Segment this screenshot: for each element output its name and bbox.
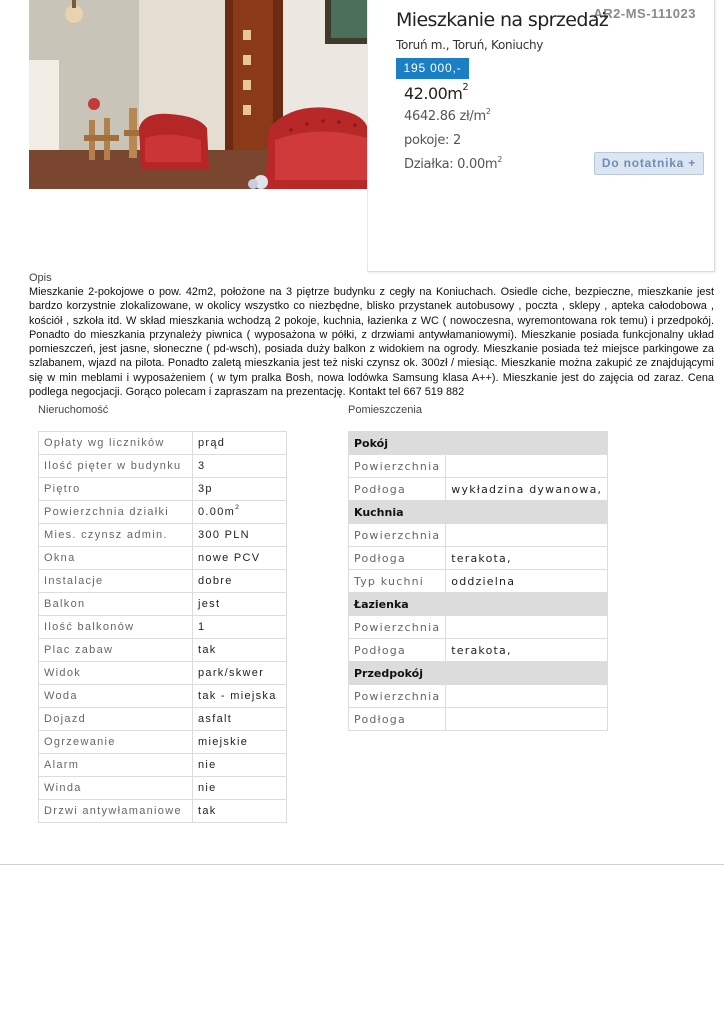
property-row — [39, 639, 287, 662]
room-detail-key: Typ kuchni — [349, 570, 446, 593]
room-detail-key: Powierzchnia — [349, 455, 446, 478]
property-key: Woda — [39, 685, 193, 708]
property-row — [39, 478, 287, 501]
room-detail-row — [349, 524, 608, 547]
property-value — [193, 547, 287, 570]
room-detail-key: Powierzchnia — [349, 685, 446, 708]
property-row — [39, 708, 287, 731]
room-header-row — [349, 432, 608, 455]
property-value-text: jest — [198, 598, 221, 610]
property-row — [39, 662, 287, 685]
property-value — [193, 708, 287, 731]
room-detail-value — [446, 524, 608, 547]
property-row — [39, 800, 287, 823]
property-value-text: park/skwer — [198, 667, 265, 679]
room-detail-key: Podłoga — [349, 547, 446, 570]
property-row — [39, 501, 287, 524]
property-row — [39, 432, 287, 455]
property-value — [193, 800, 287, 823]
property-row — [39, 455, 287, 478]
description-text: Mieszkanie 2-pokojowe o pow. 42m2, położone na 3 piętrze budynku z cegły na Koniuchach. Osiedle ciche, bezpieczne, mieszkanie jest bardzo korzystnie zlokalizowane, w okolicy wszystko co niezbędne, blisko przystanek autobusowy , poczta , sklepy , apteka całodobowa , kościół , szkoła itd. W skład mieszkania wchodzą 2 pokoje, kuchnia, łazienka z WC ( nowoczesna, wyremontowana rok temu) i przedpokój. Ponadto do mieszkania przynależy piwnica ( wyposażona w półki, z drzwiami antywłamaniowymi). Mieszkanie posiada funkcjonalny układ pomieszczeń, jest jasne, słoneczne ( pd-wsch), posiada duży balkon z widokiem na ogrody. Mieszkanie posiada też miejsce parkingowe za szlabanem, wjazd na pilota. Ponadto zaletą mieszkania jest też niski czynsz ok. 300zł / miesiąc. Mieszkanie można zakupić ze znajdującymi się w min meblami i wyposażeniem ( w tym pralka Bosh, nowa lodówka Samsung klasa A++). Mieszkanie jest do zajęcia od zaraz. Cena podlega negocjacji. Gorąco polecam i zapraszam na prezentację. Kontakt tel 667 519 882 — [29, 286, 714, 399]
property-value-text: 0.00m — [198, 506, 236, 518]
price-per-m2-value: 4642.86 zł/m — [404, 109, 486, 124]
property-key: Ilość balkonów — [39, 616, 193, 639]
plot-area — [404, 157, 502, 172]
property-value — [193, 685, 287, 708]
room-detail-value — [446, 455, 608, 478]
room-name: Łazienka — [349, 593, 608, 616]
room-detail-row — [349, 616, 608, 639]
property-row — [39, 685, 287, 708]
property-row — [39, 547, 287, 570]
interior-photo-illustration — [29, 0, 367, 189]
property-value-text: prąd — [198, 437, 226, 449]
property-value-text: tak - miejska — [198, 690, 277, 702]
property-value — [193, 731, 287, 754]
property-value-text: 300 PLN — [198, 529, 250, 541]
property-value-text: tak — [198, 644, 217, 656]
property-value — [193, 754, 287, 777]
room-detail-value: oddzielna — [446, 570, 608, 593]
area-unit-sup: 2 — [462, 82, 469, 93]
property-value-text: asfalt — [198, 713, 233, 725]
property-key: Opłaty wg liczników — [39, 432, 193, 455]
room-detail-key: Podłoga — [349, 708, 446, 731]
room-detail-row — [349, 708, 608, 731]
property-value-text: miejskie — [198, 736, 249, 748]
property-value-text: 3 — [198, 460, 206, 472]
room-detail-value — [446, 616, 608, 639]
listing-summary-panel — [367, 0, 715, 272]
room-detail-value: terakota, — [446, 547, 608, 570]
room-header-row — [349, 593, 608, 616]
listing-location: Toruń m., Toruń, Koniuchy — [396, 38, 544, 52]
room-detail-row — [349, 547, 608, 570]
room-name: Pokój — [349, 432, 608, 455]
property-value — [193, 777, 287, 800]
room-detail-row — [349, 639, 608, 662]
property-value-text: nowe PCV — [198, 552, 261, 564]
room-name: Kuchnia — [349, 501, 608, 524]
footer-divider — [0, 864, 724, 865]
property-key: Okna — [39, 547, 193, 570]
room-detail-value — [446, 685, 608, 708]
plot-area-sup: 2 — [497, 155, 503, 164]
property-key: Powierzchnia działki — [39, 501, 193, 524]
room-detail-value: wykładzina dywanowa, — [446, 478, 608, 501]
room-detail-key: Podłoga — [349, 478, 446, 501]
property-key: Dojazd — [39, 708, 193, 731]
listing-photo[interactable] — [29, 0, 367, 189]
property-row — [39, 616, 287, 639]
property-row — [39, 570, 287, 593]
rooms-count: pokoje: 2 — [404, 133, 461, 148]
property-value — [193, 570, 287, 593]
reference-number: AR2-MS-111023 — [593, 6, 696, 21]
room-name: Przedpokój — [349, 662, 608, 685]
property-section-label: Nieruchomość — [38, 404, 109, 416]
property-value-text: nie — [198, 782, 217, 794]
property-key: Winda — [39, 777, 193, 800]
room-detail-row — [349, 685, 608, 708]
listing-area — [404, 84, 468, 103]
property-key: Balkon — [39, 593, 193, 616]
add-to-notebook-button[interactable]: Do notatnika + — [594, 152, 704, 175]
property-key: Piętro — [39, 478, 193, 501]
property-row — [39, 731, 287, 754]
area-value: 42.00m — [404, 84, 463, 103]
property-value — [193, 639, 287, 662]
property-value — [193, 501, 287, 524]
property-key: Instalacje — [39, 570, 193, 593]
room-detail-value — [446, 708, 608, 731]
room-header-row — [349, 662, 608, 685]
property-row — [39, 593, 287, 616]
property-value — [193, 662, 287, 685]
listing-title: Mieszkanie na sprzedaż — [396, 9, 609, 31]
property-key: Ilość pięter w budynku — [39, 455, 193, 478]
price-badge: 195 000,- — [396, 58, 469, 79]
property-row — [39, 754, 287, 777]
room-detail-value: terakota, — [446, 639, 608, 662]
property-value — [193, 616, 287, 639]
room-detail-row — [349, 478, 608, 501]
room-detail-key: Podłoga — [349, 639, 446, 662]
property-value-sup: 2 — [235, 504, 241, 511]
property-value-text: nie — [198, 759, 217, 771]
price-per-m2-sup: 2 — [485, 107, 491, 116]
room-detail-key: Powierzchnia — [349, 616, 446, 639]
plot-area-value: Działka: 0.00m — [404, 157, 498, 172]
property-key: Widok — [39, 662, 193, 685]
description-label: Opis — [29, 272, 52, 284]
room-detail-row — [349, 455, 608, 478]
property-value-text: dobre — [198, 575, 233, 587]
rooms-table — [348, 431, 608, 731]
property-key: Plac zabaw — [39, 639, 193, 662]
property-value-text: 1 — [198, 621, 206, 633]
property-key: Ogrzewanie — [39, 731, 193, 754]
room-header-row — [349, 501, 608, 524]
property-value — [193, 478, 287, 501]
property-key: Mies. czynsz admin. — [39, 524, 193, 547]
property-key: Drzwi antywłamaniowe — [39, 800, 193, 823]
property-key: Alarm — [39, 754, 193, 777]
property-row — [39, 777, 287, 800]
property-value-text: tak — [198, 805, 217, 817]
property-table — [38, 431, 287, 823]
property-value — [193, 524, 287, 547]
property-value — [193, 593, 287, 616]
property-value — [193, 455, 287, 478]
room-detail-row — [349, 570, 608, 593]
room-detail-key: Powierzchnia — [349, 524, 446, 547]
property-value — [193, 432, 287, 455]
price-per-m2 — [404, 109, 491, 124]
property-row — [39, 524, 287, 547]
property-value-text: 3p — [198, 483, 213, 495]
rooms-section-label: Pomieszczenia — [348, 404, 422, 416]
